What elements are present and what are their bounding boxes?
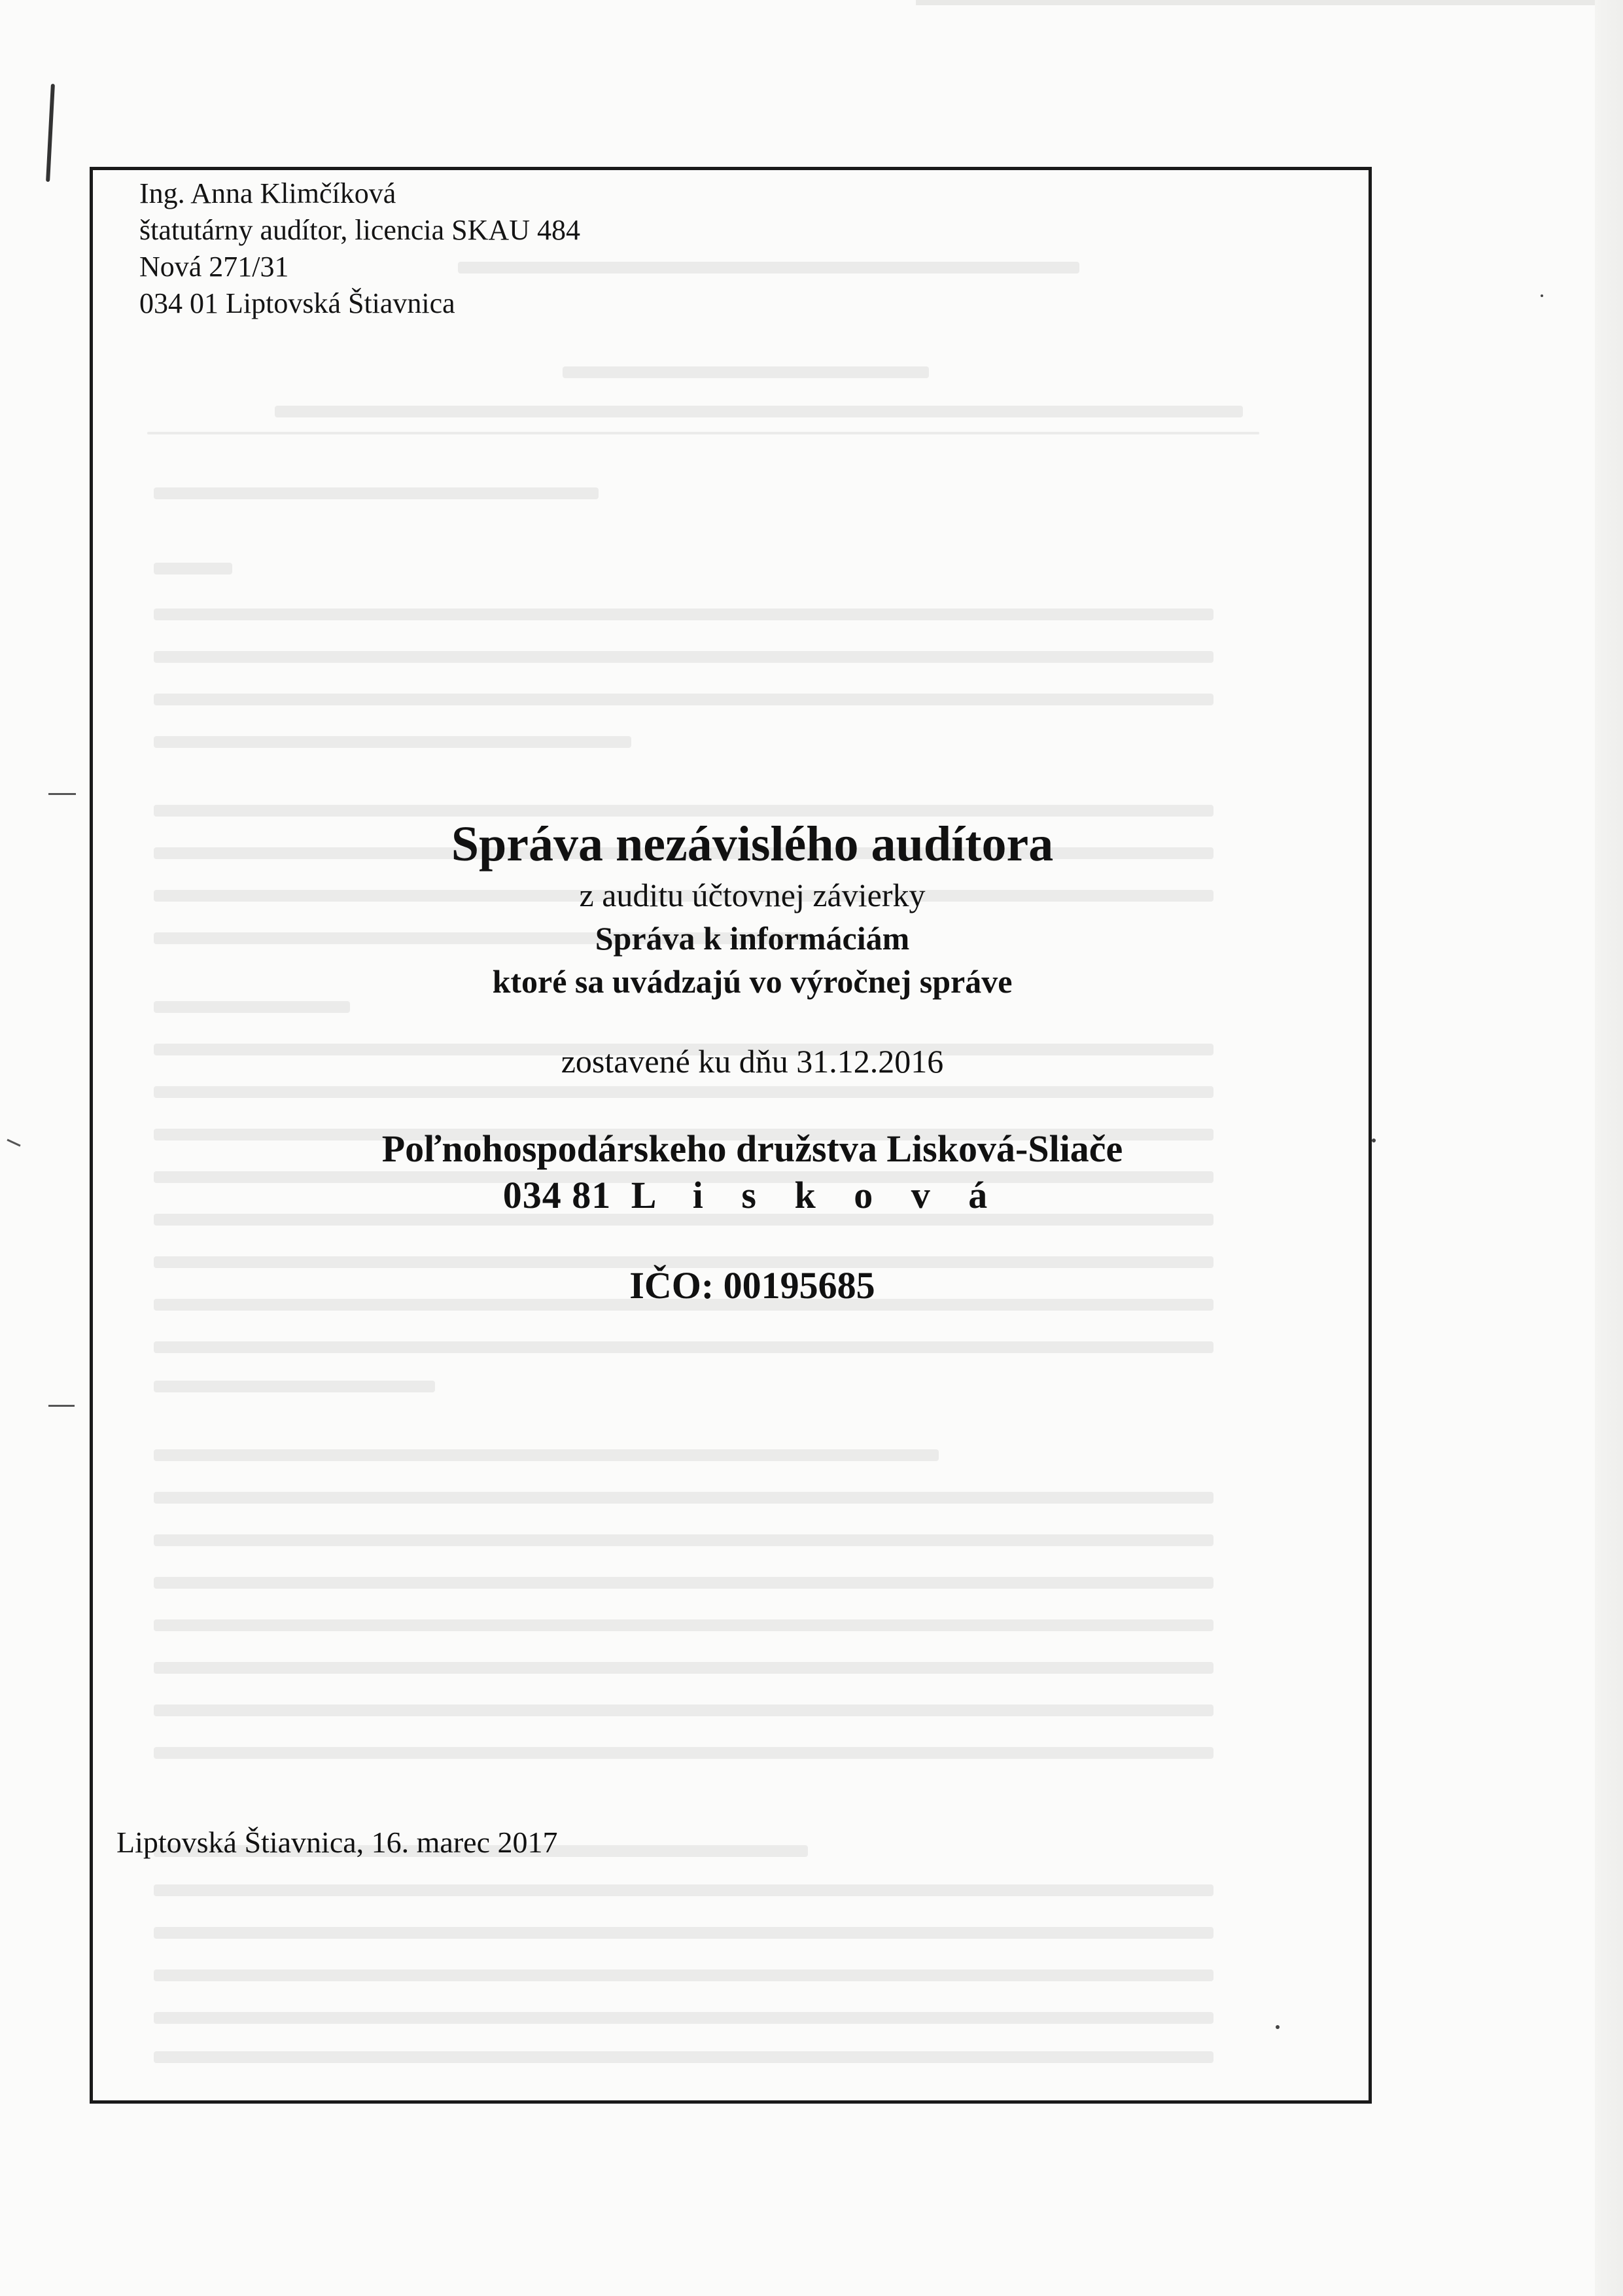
- auditor-name: Ing. Anna Klimčíková: [139, 177, 396, 209]
- scan-edge-right: [1595, 0, 1623, 2296]
- report-title-block: [196, 815, 1308, 1309]
- auditor-title: štatutárny audítor, licencia SKAU 484: [139, 214, 580, 246]
- scan-speck: [1276, 2025, 1280, 2029]
- report-bold-line-2: ktoré sa uvádzajú vo výročnej správe: [492, 963, 1013, 1000]
- company-address: [196, 1172, 1308, 1219]
- margin-tick: [7, 1139, 20, 1146]
- scan-speck: [1372, 1139, 1376, 1142]
- auditor-city: 034 01 Liptovská Štiavnica: [139, 287, 455, 319]
- company-name: Poľnohospodárskeho družstva Lisková-Sliače: [381, 1127, 1123, 1170]
- auditor-header: [139, 175, 580, 322]
- scan-speck: [1541, 294, 1543, 297]
- margin-tick: [48, 1405, 75, 1407]
- scan-edge-top: [916, 0, 1623, 5]
- pen-mark: [46, 84, 55, 182]
- report-title: Správa nezávislého audítora: [451, 817, 1054, 872]
- report-bold-line-1: Správa k informáciám: [595, 920, 910, 957]
- company-zip: 034 81: [502, 1174, 612, 1216]
- company-city: L i s k o v á: [631, 1174, 1002, 1216]
- report-date-line: zostavené ku dňu 31.12.2016: [561, 1043, 944, 1080]
- margin-tick: [48, 793, 76, 795]
- report-subtitle: z auditu účtovnej závierky: [579, 877, 926, 913]
- company-ico: IČO: 00195685: [629, 1264, 875, 1307]
- signature-place-date: Liptovská Štiavnica, 16. marec 2017: [116, 1826, 558, 1859]
- auditor-street: Nová 271/31: [139, 251, 289, 283]
